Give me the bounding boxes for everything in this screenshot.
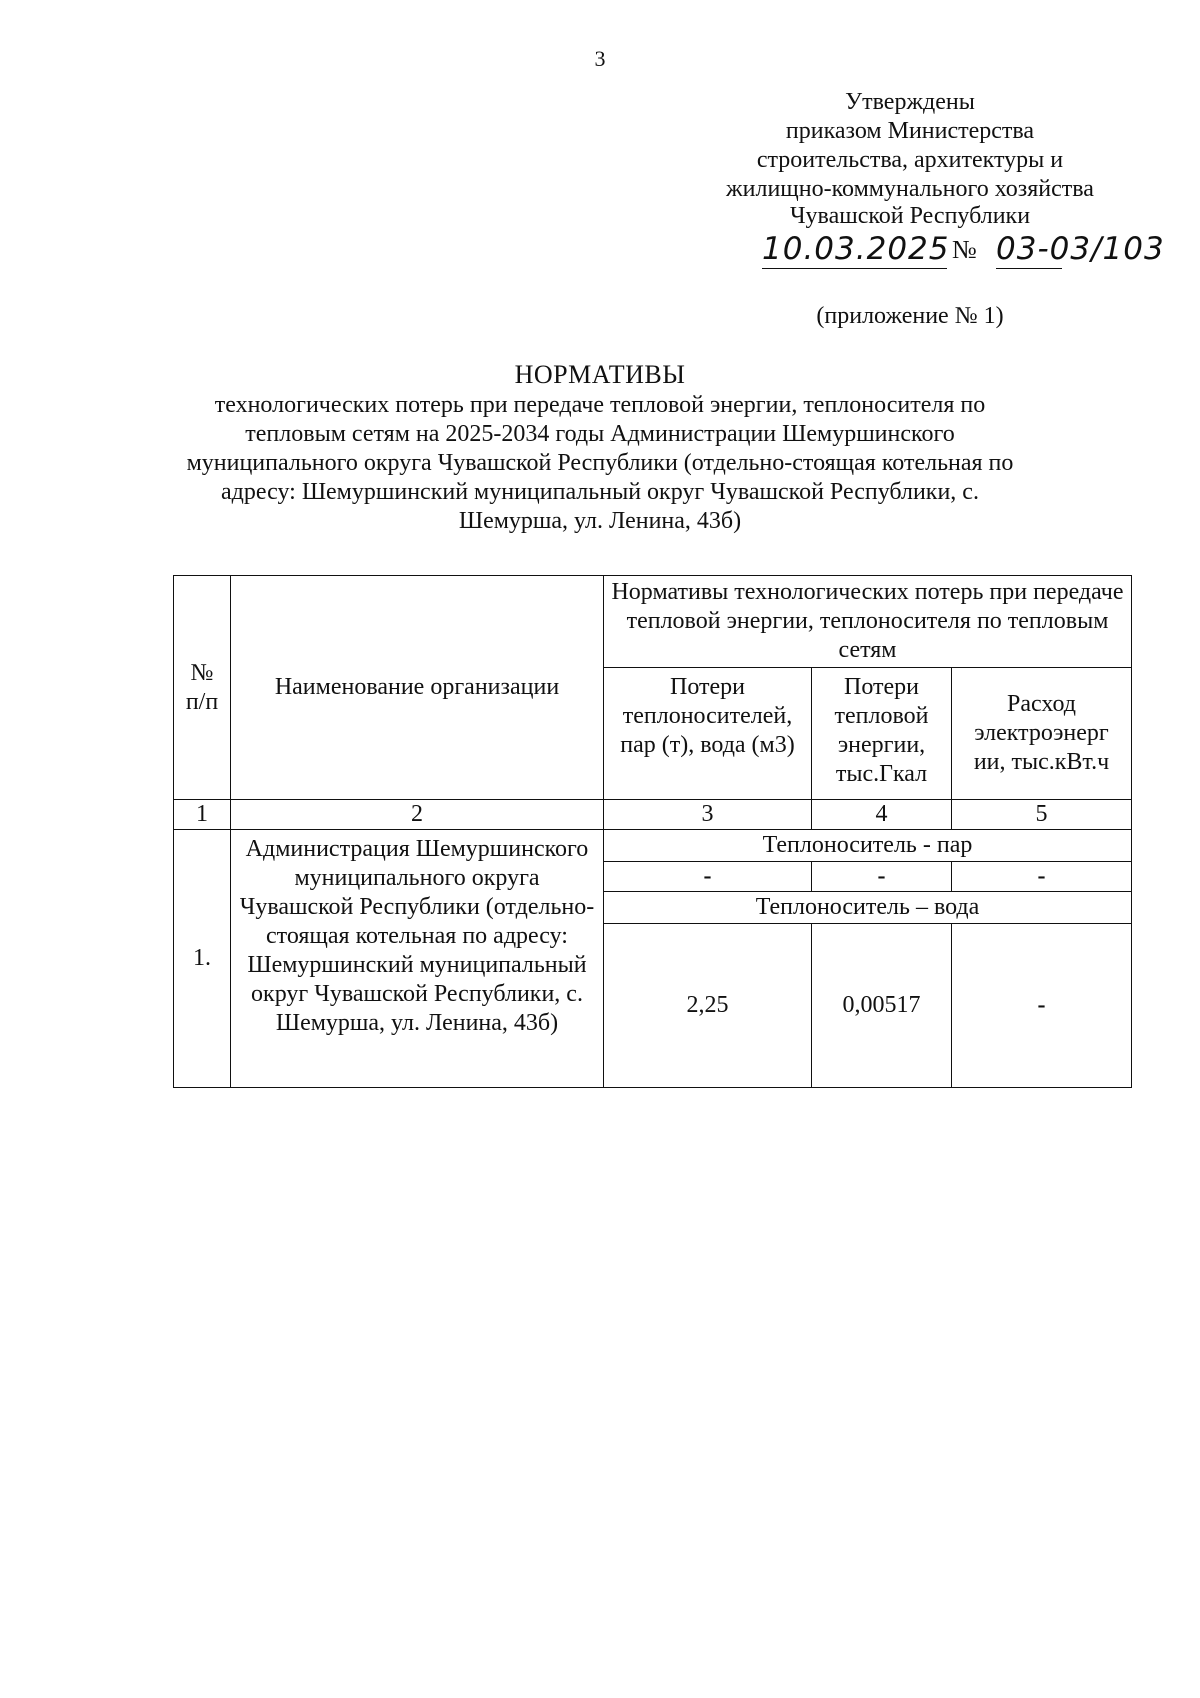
header-electricity: Расход электроэнерг ии, тыс.кВт.ч (952, 668, 1132, 800)
approval-line: приказом Министерства (785, 118, 1035, 144)
water-carrier-losses: 2,25 (604, 924, 812, 1088)
handwritten-order-number: 03-03/103 (996, 231, 1165, 267)
steam-electricity: - (952, 862, 1132, 892)
subtitle-line: технологических потерь при передаче тепловой энергии, теплоносителя по (214, 392, 986, 418)
approval-line: жилищно-коммунального хозяйства (726, 176, 1094, 202)
approval-line: строительства, архитектуры и (756, 147, 1064, 173)
approval-stamp (690, 88, 1130, 231)
column-number: 5 (952, 800, 1132, 830)
document-title: НОРМАТИВЫ (514, 360, 686, 389)
steam-heat-losses: - (812, 862, 952, 892)
steam-section-label: Теплоноситель - пар (604, 830, 1132, 862)
header-organization: Наименование организации (231, 576, 604, 800)
approval-line: Утверждены (845, 89, 975, 115)
steam-carrier-losses: - (604, 862, 812, 892)
column-number: 4 (812, 800, 952, 830)
approval-line: Чувашской Республики (789, 203, 1031, 229)
header-heat-losses: Потери тепловой энергии, тыс.Гкал (812, 668, 952, 800)
subtitle-line: Шемурша, ул. Ленина, 43б) (458, 508, 742, 534)
column-number-row (174, 800, 1132, 830)
column-number: 1 (174, 800, 231, 830)
row-number: 1. (174, 830, 231, 1088)
handwritten-date: 10.03.2025 (762, 231, 950, 267)
subtitle-line: муниципального округа Чувашской Республики (отдельно-стоящая котельная по (186, 450, 1014, 476)
number-underline (996, 268, 1062, 269)
document-subtitle (180, 391, 1020, 536)
subtitle-line: адресу: Шемуршинский муниципальный округ Чувашской Республики, с. (221, 479, 979, 505)
subtitle-line: тепловым сетям на 2025-2034 годы Администрации Шемуршинского (245, 421, 955, 447)
water-section-label: Теплоноситель – вода (604, 892, 1132, 924)
table-header-row (174, 576, 1132, 668)
column-number: 3 (604, 800, 812, 830)
number-sign: № (952, 235, 977, 264)
header-carrier-losses: Потери теплоносителей, пар (т), вода (м3) (604, 668, 812, 800)
appendix-label: (приложение № 1) (816, 303, 1004, 329)
table-row (174, 830, 1132, 862)
page-number: 3 (594, 46, 606, 71)
water-heat-losses: 0,00517 (812, 924, 952, 1088)
column-number: 2 (231, 800, 604, 830)
water-electricity: - (952, 924, 1132, 1088)
order-date-number (762, 230, 1165, 290)
norms-table (173, 575, 1132, 1088)
row-organization: Администрация Шемуршинского муниципального округа Чувашской Республики (отдельно-стоящая котельная по адресу: Шемуршинский муниципальный округ Чувашской Республики, с. Шемурша, ул. Ленина, 43б) (231, 830, 604, 1088)
header-group: Нормативы технологических потерь при передаче тепловой энергии, теплоносителя по тепловым сетям (604, 576, 1132, 668)
header-number: № п/п (174, 576, 231, 800)
